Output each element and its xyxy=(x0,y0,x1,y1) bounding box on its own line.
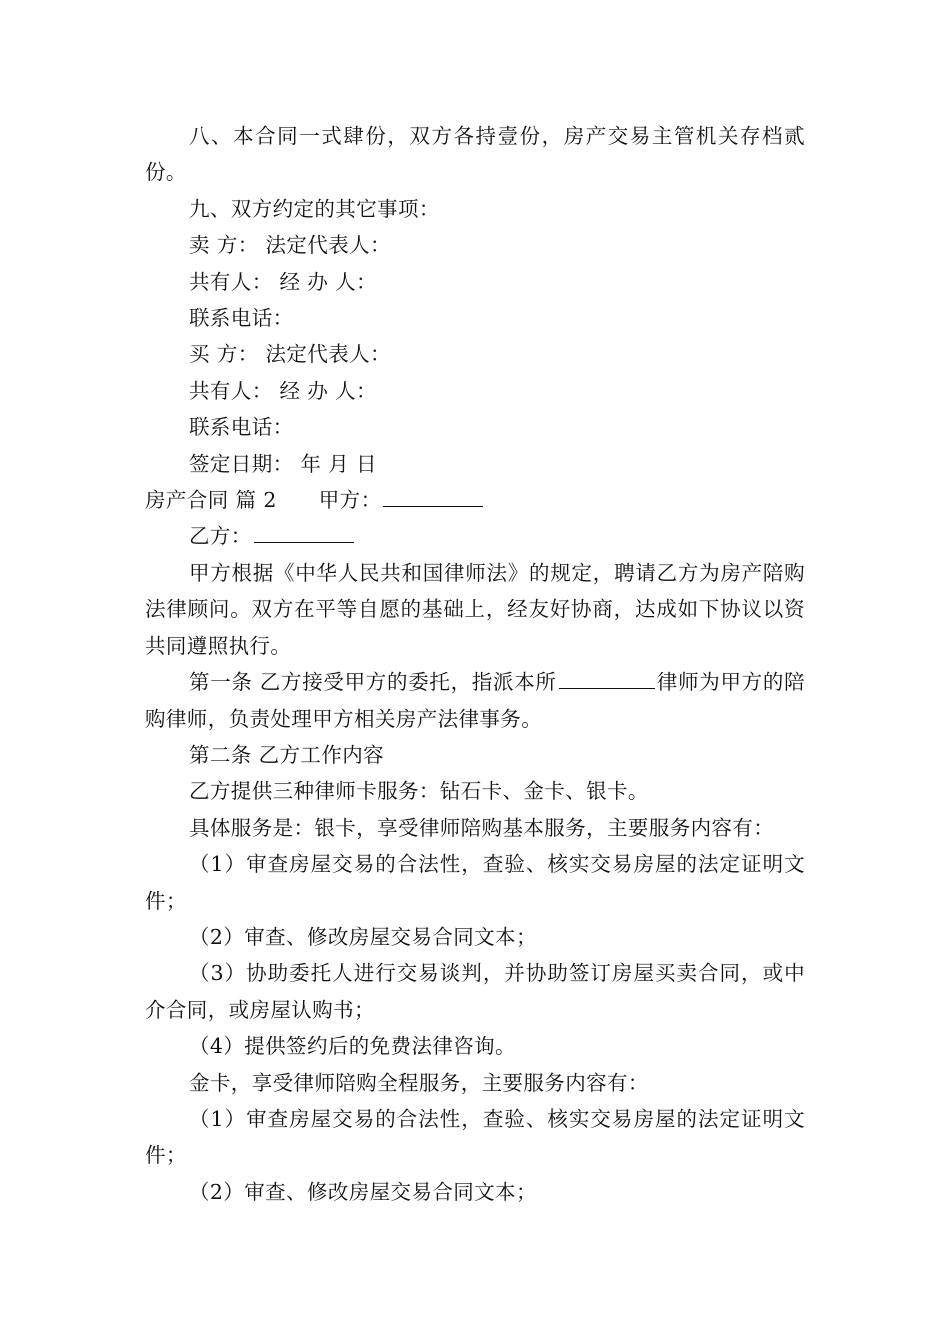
gold-item-2: （2）审查、修改房屋交易合同文本； xyxy=(189,1179,537,1204)
party-a-blank xyxy=(383,484,483,507)
seller-coowner-line: 共有人： 经 办 人： xyxy=(189,269,377,294)
document-body xyxy=(145,118,805,1210)
card-types-line: 乙方提供三种律师卡服务：钻石卡、金卡、银卡。 xyxy=(189,779,649,804)
buyer-coowner-line: 共有人： 经 办 人： xyxy=(189,378,377,403)
article-two-title: 第二条 乙方工作内容 xyxy=(189,742,385,767)
party-b-blank xyxy=(254,520,354,543)
preamble-paragraph: 甲方根据《中华人民共和国律师法》的规定，聘请乙方为房产陪购法律顾问。双方在平等自愿的基础上，经友好协商，达成如下协议以资共同遵照执行。 xyxy=(145,560,805,658)
article-one-part1: 第一条 乙方接受甲方的委托，指派本所 xyxy=(189,670,557,695)
silver-item-2: （2）审查、修改房屋交易合同文本； xyxy=(189,924,537,949)
seller-phone-line: 联系电话： xyxy=(189,306,294,331)
buyer-phone-line: 联系电话： xyxy=(189,415,294,440)
party-b-line xyxy=(145,518,805,554)
article-one-part2: 律师为甲方的陪购律师，负责处理甲方相关房产法律事务。 xyxy=(145,670,805,731)
silver-item-3: （3）协助委托人进行交易谈判，并协助签订房屋买卖合同，或中介合同，或房屋认购书； xyxy=(145,961,805,1022)
silver-card-intro: 具体服务是：银卡，享受律师陪购基本服务，主要服务内容有： xyxy=(189,815,775,840)
gold-card-intro: 金卡，享受律师陪购全程服务，主要服务内容有： xyxy=(189,1070,649,1095)
silver-item-1: （1）审查房屋交易的合法性，查验、核实交易房屋的法定证明文件； xyxy=(145,852,805,913)
section-title: 房产合同 篇 2 xyxy=(145,488,277,513)
clause-eight: 八、本合同一式肆份，双方各持壹份，房产交易主管机关存档贰份。 xyxy=(145,124,805,185)
gold-item-1: （1）审查房屋交易的合法性，查验、核实交易房屋的法定证明文件； xyxy=(145,1106,805,1168)
party-b-label: 乙方： xyxy=(189,524,252,549)
party-a-label: 甲方： xyxy=(318,488,382,513)
silver-item-4: （4）提供签约后的免费法律咨询。 xyxy=(189,1034,516,1059)
buyer-line: 买 方： 法定代表人： xyxy=(189,342,391,367)
sign-date-line: 签定日期： 年 月 日 xyxy=(189,451,377,476)
article-one xyxy=(145,664,805,737)
seller-line: 卖 方： 法定代表人： xyxy=(189,233,391,258)
lawyer-name-blank xyxy=(559,666,655,689)
clause-nine: 九、双方约定的其它事项： xyxy=(189,196,440,221)
section-heading-line xyxy=(145,482,805,518)
